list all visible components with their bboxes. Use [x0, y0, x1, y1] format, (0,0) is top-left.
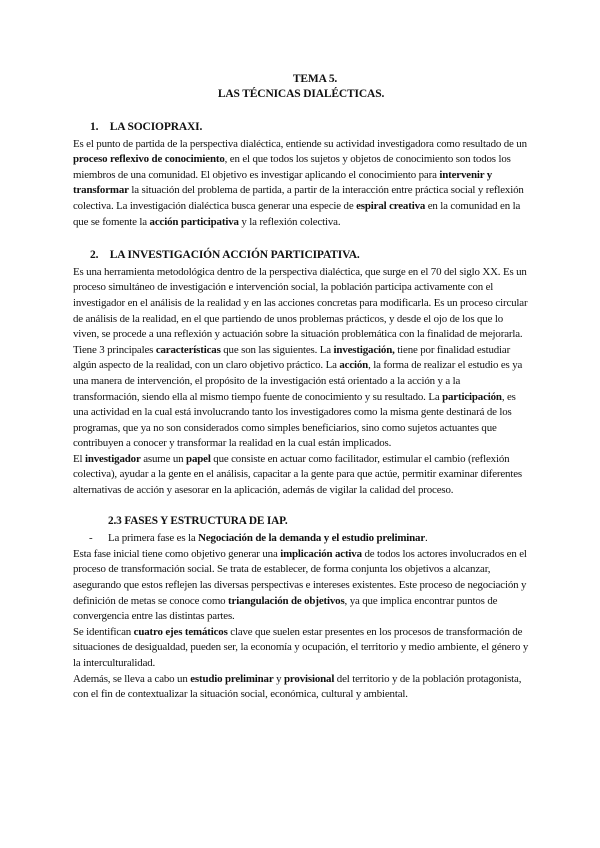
- text-run: y la reflexión colectiva.: [238, 215, 341, 228]
- bold-term: Negociación de la demanda y el estudio preliminar: [198, 532, 426, 545]
- text-run: del territorio y de la población protagonista, con el fin de contextualizar la situación social, económica, cultural y ambiental.: [73, 672, 522, 701]
- text-run: tiene por finalidad estudiar algún aspecto de la realidad, con un claro objetivo práctico. La: [73, 343, 511, 372]
- text-run: asume un: [140, 452, 187, 465]
- bold-term: papel: [186, 452, 211, 465]
- section-1-title: LA SOCIOPRAXI.: [109, 121, 203, 133]
- bold-term: cuatro ejes temáticos: [133, 625, 228, 638]
- section-1-number: 1.: [90, 121, 99, 133]
- section-2-paragraph-2: [73, 343, 529, 452]
- text-run: , la forma de realizar el estudio es ya una manera de intervención, el propósito de la investigación está orientado a la acción y a la transformación, siendo ella al mismo tiempo fuente de conocimiento y su resultado. La: [73, 359, 523, 403]
- bold-term: investigación,: [333, 343, 395, 356]
- text-run: la situación del problema de partida, a partir de la interacción entre práctica social y reflexión colectiva. La investigación dialéctica busca generar una especie de: [73, 184, 524, 212]
- section-1-heading: [73, 120, 529, 136]
- text-run: que son las siguientes. La: [220, 343, 334, 356]
- document-title: [73, 72, 529, 102]
- text-run: , en el que todos los sujetos y objetos de conocimiento son todos los miembros de una comunidad. El objetivo es investigar aplicando el conocimiento para: [73, 153, 511, 181]
- text-run: Tiene 3 principales: [73, 343, 156, 356]
- text-run: Se identifican: [73, 625, 134, 638]
- bold-term: investigador: [84, 452, 141, 465]
- document-page: [73, 72, 529, 703]
- text-run: Esta fase inicial tiene como objetivo generar una: [73, 547, 281, 560]
- title-line-2: LAS TÉCNICAS DIALÉCTICAS.: [217, 88, 385, 100]
- bold-term: provisional: [284, 672, 335, 685]
- text-run: que consiste en actuar como facilitador, estimular el cambio (reflexión colectiva), ayudar a la gente en el análisis, capacitar a la gente para que actúe, permitir examinar diferentes alternativas de acción y asesorar en la aplicación, además de vigilar la calidad del proceso.: [73, 452, 522, 497]
- bold-term: espiral creativa: [356, 199, 426, 212]
- text-run: .: [425, 532, 428, 545]
- section-2-title: LA INVESTIGACIÓN ACCIÓN PARTICIPATIVA.: [109, 249, 360, 262]
- section-3-paragraph-2: [73, 625, 529, 672]
- bold-term: proceso reflexivo de conocimiento: [73, 153, 225, 166]
- bold-term: intervenir y transformar: [73, 168, 493, 197]
- bold-term: implicación activa: [280, 547, 362, 560]
- bold-term: triangulación de objetivos: [228, 594, 345, 607]
- phase-1-bullet: [73, 531, 529, 547]
- text-run: , ya que implica encontrar puntos de convergencia entre las distintas partes.: [73, 594, 498, 623]
- section-2-heading: [73, 248, 529, 264]
- text-run: de todos los actores involucrados en el proceso de transformación social. Se trata de establecer, de forma conjunta los objetivos a alcanzar, asegurando que estos reflejen las diversas perspectivas e intereses existentes. Este proceso de negociación y definición de metas se conoce como: [73, 547, 527, 607]
- bullet-dash: -: [89, 532, 93, 545]
- bold-term: estudio preliminar: [190, 672, 274, 685]
- section-3-paragraph-3: [73, 672, 529, 703]
- text-run: , es una actividad en la cual está involucrando tanto los investigadores como la misma gente destinará de los programas, que ya no son considerados como simples beneficiarios, sino como sujetos actuantes que contribuyen a conocer y transformar la realidad en la cual están implicados.: [73, 390, 516, 450]
- bold-term: características: [155, 343, 221, 356]
- bold-term: participación: [442, 390, 502, 403]
- section-2-number: 2.: [90, 249, 99, 262]
- section-3-heading: 2.3 FASES Y ESTRUCTURA DE IAP.: [108, 514, 288, 527]
- text-run: y: [273, 672, 284, 685]
- text-run: clave que suelen estar presentes en los procesos de transformación de situaciones de desigualdad, pueden ser, la economía y ocupación, el territorio y medio ambiente, el género y la interculturalidad.: [73, 625, 529, 669]
- bold-term: acción participativa: [149, 215, 239, 228]
- text-run: Además, se lleva a cabo un: [73, 672, 191, 685]
- section-2-paragraph-1: Es una herramienta metodológica dentro de la perspectiva dialéctica, que surge en el 70 del siglo XX. Es un proceso simultáneo de investigación e intervención social, la población participa activamente con el investigador en el análisis de la realidad y en las acciones concretas para modificarla. Es un proceso circular de análisis de la realidad, en el que partiendo de unos problemas prácticos, y desde el ojo de los que lo viven, se procede a una reflexión y actuación sobre la situación problemática con la finalidad de mejorarla.: [73, 265, 528, 341]
- section-2-paragraph-3: [73, 452, 529, 499]
- text-run: El: [73, 452, 85, 465]
- text-run: Es el punto de partida de la perspectiva dialéctica, entiende su actividad investigadora como resultado de un: [73, 137, 527, 150]
- bold-term: acción: [339, 359, 369, 372]
- section-1-paragraph: [73, 137, 529, 231]
- text-run: en la comunidad en la que se fomente la: [73, 199, 521, 228]
- section-3-paragraph-1: [73, 547, 529, 625]
- text-run: La primera fase es la: [108, 532, 199, 545]
- title-line-1: TEMA 5.: [292, 73, 338, 85]
